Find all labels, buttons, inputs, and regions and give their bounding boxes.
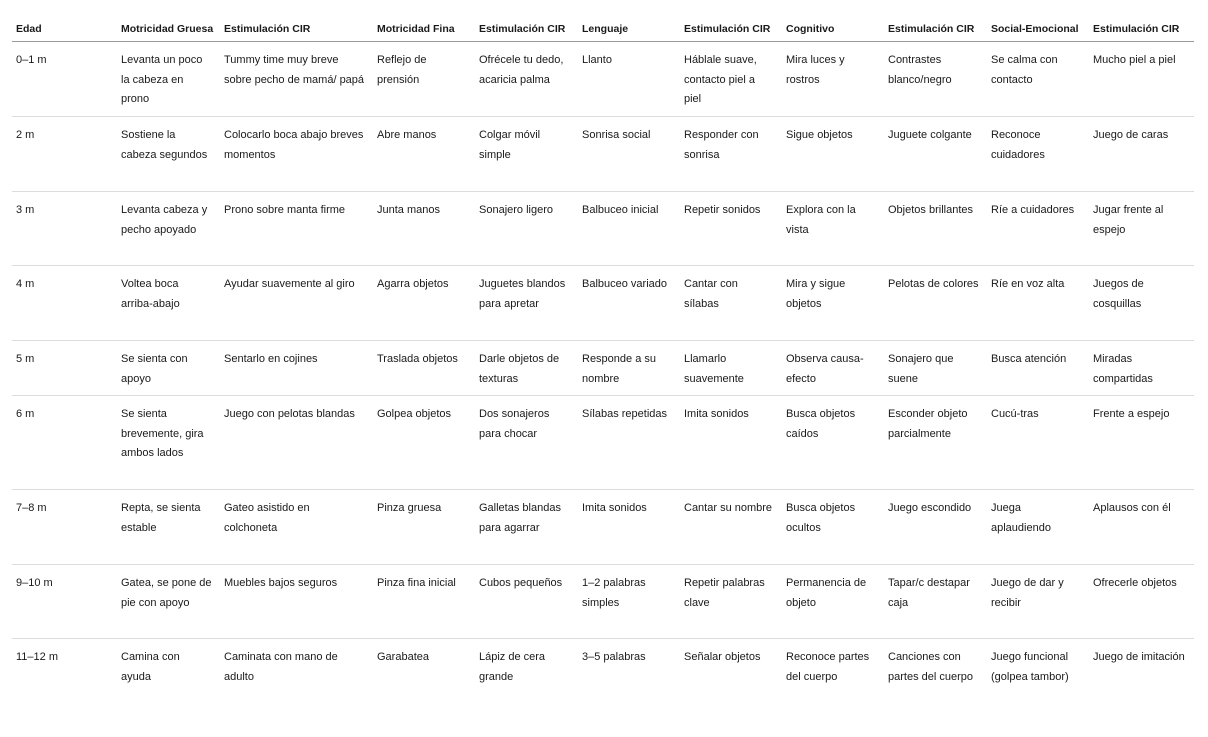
- table-row: [12, 341, 1194, 396]
- table-cell: Juego de caras: [1089, 117, 1194, 192]
- table-cell: Abre manos: [373, 117, 475, 192]
- table-cell: Imita sonidos: [578, 490, 680, 565]
- table-cell: Pelotas de colores: [884, 266, 987, 341]
- table-cell: Pinza fina inicial: [373, 565, 475, 639]
- header-motricidad-gruesa: Motricidad Gruesa: [117, 8, 220, 42]
- table-cell: Esconder objeto parcialmente: [884, 396, 987, 490]
- table-row: [12, 490, 1194, 565]
- table-cell: Frente a espejo: [1089, 396, 1194, 490]
- table-cell: Sonajero que suene: [884, 341, 987, 396]
- table-cell: Juego de imitación: [1093, 651, 1185, 663]
- header-lenguaje: Lenguaje: [578, 8, 680, 42]
- header-social-emocional: Social-Emocional: [987, 8, 1089, 42]
- table-cell: Juguete colgante: [884, 117, 987, 192]
- table-cell: 6 m: [12, 396, 117, 490]
- table-cell: Observa causa-efecto: [782, 341, 884, 396]
- table-cell: Ríe a cuidadores: [987, 192, 1089, 266]
- table-cell: Aplausos con él: [1089, 490, 1194, 565]
- header-motricidad-fina: Motricidad Fina: [373, 8, 475, 42]
- table-cell: Lápiz de cera grande: [479, 651, 546, 683]
- table-cell: Juego de dar y recibir: [987, 565, 1089, 639]
- table-cell: 9–10 m: [12, 565, 117, 639]
- table-cell: Canciones con partes del cuerpo: [888, 651, 973, 683]
- table-cell: Jugar frente al espejo: [1089, 192, 1194, 266]
- table-cell: Caminata con mano de adulto: [224, 651, 338, 683]
- table-cell: Juego con pelotas blandas: [220, 396, 373, 490]
- table-row: [12, 565, 1194, 639]
- table-cell: Sigue objetos: [782, 117, 884, 192]
- table-cell: Busca objetos caídos: [782, 396, 884, 490]
- table-cell: Busca atención: [987, 341, 1089, 396]
- table-cell: Cantar con sílabas: [680, 266, 782, 341]
- table-cell: Ríe en voz alta: [987, 266, 1089, 341]
- table-cell: Tummy time muy breve sobre pecho de mamá/ papá: [220, 42, 373, 117]
- table-cell: Juego funcional (golpea tambor): [991, 651, 1069, 683]
- table-cell: Tapar/c destapar caja: [884, 565, 987, 639]
- table-body: [12, 42, 1194, 729]
- table-cell: Explora con la vista: [782, 192, 884, 266]
- header-estimulacion-cir-5: Estimulación CIR: [1089, 8, 1194, 42]
- table-cell: Juega aplaudiendo: [987, 490, 1089, 565]
- table-cell: Señalar objetos: [684, 651, 761, 663]
- table-cell: Háblale suave, contacto piel a piel: [680, 42, 782, 117]
- table-cell: 4 m: [12, 266, 117, 341]
- table-row: [12, 117, 1194, 192]
- table-cell: Prono sobre manta firme: [220, 192, 373, 266]
- table-cell: Se sienta brevemente, gira ambos lados: [117, 396, 220, 490]
- table-cell: Imita sonidos: [680, 396, 782, 490]
- table-cell: Dos sonajeros para chocar: [475, 396, 578, 490]
- table-cell: Voltea boca arriba-abajo: [117, 266, 220, 341]
- table-cell: 11–12 m: [16, 651, 58, 663]
- table-cell: 3 m: [12, 192, 117, 266]
- table-cell: Sentarlo en cojines: [220, 341, 373, 396]
- table-cell: Camina con ayuda: [121, 651, 180, 683]
- table-cell: Responde a su nombre: [578, 341, 680, 396]
- table-cell: Balbuceo inicial: [578, 192, 680, 266]
- table-cell: Reconoce partes del cuerpo: [786, 651, 870, 683]
- table-cell: Repta, se sienta estable: [117, 490, 220, 565]
- table-cell: Sonajero ligero: [475, 192, 578, 266]
- table-row: [12, 396, 1194, 490]
- table-cell: Juegos de cosquillas: [1089, 266, 1194, 341]
- table-container: [12, 8, 1194, 729]
- table-cell: Repetir sonidos: [680, 192, 782, 266]
- table-cell: Galletas blandas para agarrar: [475, 490, 578, 565]
- table-cell: Pinza gruesa: [373, 490, 475, 565]
- table-cell: Llanto: [578, 42, 680, 117]
- table-cell: Muebles bajos seguros: [220, 565, 373, 639]
- table-cell: Darle objetos de texturas: [475, 341, 578, 396]
- table-cell: Colgar móvil simple: [475, 117, 578, 192]
- header-row: [12, 8, 1194, 42]
- table-row: [12, 42, 1194, 117]
- table-cell: Contrastes blanco/negro: [884, 42, 987, 117]
- table-cell: Levanta un poco la cabeza en prono: [117, 42, 220, 117]
- table-cell: 2 m: [12, 117, 117, 192]
- table-cell: Sílabas repetidas: [578, 396, 680, 490]
- table-cell: Cantar su nombre: [680, 490, 782, 565]
- table-cell: Busca objetos ocultos: [782, 490, 884, 565]
- table-cell: Colocarlo boca abajo breves momentos: [220, 117, 373, 192]
- table-cell: Reflejo de prensión: [373, 42, 475, 117]
- table-row: [12, 192, 1194, 266]
- table-cell: Juego escondido: [884, 490, 987, 565]
- table-cell: Sonrisa social: [578, 117, 680, 192]
- table-cell: 7–8 m: [12, 490, 117, 565]
- table-cell: Cubos pequeños: [475, 565, 578, 639]
- table-cell: Traslada objetos: [373, 341, 475, 396]
- table-cell: Ofrecerle objetos: [1089, 565, 1194, 639]
- table-cell: Responder con sonrisa: [680, 117, 782, 192]
- table-cell: Garabatea: [377, 651, 429, 663]
- table-cell: 5 m: [12, 341, 117, 396]
- table-cell: Mucho piel a piel: [1089, 42, 1194, 117]
- table-cell: Cucú-tras: [987, 396, 1089, 490]
- table-cell: Objetos brillantes: [884, 192, 987, 266]
- header-edad: Edad: [12, 8, 117, 42]
- table-row: [12, 266, 1194, 341]
- table-cell: 1–2 palabras simples: [578, 565, 680, 639]
- table-cell: Gateo asistido en colchoneta: [220, 490, 373, 565]
- table-cell: Agarra objetos: [373, 266, 475, 341]
- header-estimulacion-cir-3: Estimulación CIR: [680, 8, 782, 42]
- table-cell: Se calma con contacto: [987, 42, 1089, 117]
- table-cell: Ofrécele tu dedo, acaricia palma: [475, 42, 578, 117]
- table-cell: Mira y sigue objetos: [782, 266, 884, 341]
- header-estimulacion-cir-2: Estimulación CIR: [475, 8, 578, 42]
- header-estimulacion-cir-1: Estimulación CIR: [220, 8, 373, 42]
- table-cell: 0–1 m: [12, 42, 117, 117]
- table-cell: Mira luces y rostros: [782, 42, 884, 117]
- table-cell: Juguetes blandos para apretar: [475, 266, 578, 341]
- header-estimulacion-cir-4: Estimulación CIR: [884, 8, 987, 42]
- header-cognitivo: Cognitivo: [782, 8, 884, 42]
- development-table: [12, 8, 1194, 729]
- table-cell: 3–5 palabras: [582, 651, 646, 663]
- table-cell: Permanencia de objeto: [782, 565, 884, 639]
- table-cell: Miradas compartidas: [1089, 341, 1194, 396]
- table-cell: Reconoce cuidadores: [987, 117, 1089, 192]
- table-row: [12, 639, 1194, 729]
- table-cell: Junta manos: [373, 192, 475, 266]
- table-cell: Sostiene la cabeza segundos: [117, 117, 220, 192]
- table-cell: Repetir palabras clave: [680, 565, 782, 639]
- table-cell: Llamarlo suavemente: [680, 341, 782, 396]
- table-cell: Balbuceo variado: [578, 266, 680, 341]
- table-cell: Levanta cabeza y pecho apoyado: [117, 192, 220, 266]
- table-cell: Ayudar suavemente al giro: [220, 266, 373, 341]
- table-cell: Gatea, se pone de pie con apoyo: [117, 565, 220, 639]
- table-cell: Se sienta con apoyo: [117, 341, 220, 396]
- table-cell: Golpea objetos: [373, 396, 475, 490]
